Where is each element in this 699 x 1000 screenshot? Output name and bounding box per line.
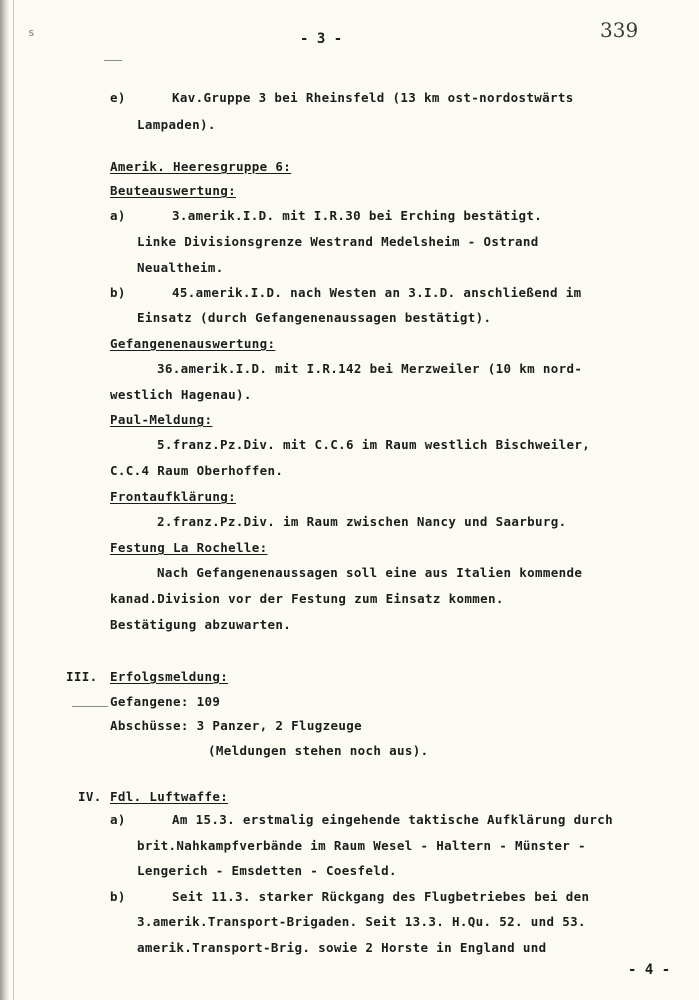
- heading-beuteauswertung: Beuteauswertung:: [110, 183, 237, 198]
- page-number: - 3 -: [300, 31, 343, 47]
- margin-dash: [72, 706, 108, 707]
- item-e-line-1: Kav.Gruppe 3 bei Rheinsfeld (13 km ost-nordostwärts: [172, 90, 574, 105]
- item-iv-b-line-1: Seit 11.3. starker Rückgang des Flugbetriebes bei den: [172, 889, 590, 904]
- item-iv-a-line-3: Lengerich - Emsdetten - Coesfeld.: [137, 863, 397, 878]
- item-b-line-2: Einsatz (durch Gefangenenaussagen bestätigt).: [137, 310, 492, 325]
- item-iv-b-label: b): [110, 889, 126, 904]
- item-a-label: a): [110, 208, 126, 223]
- paul-line-2: C.C.4 Raum Oberhoffen.: [110, 463, 284, 478]
- item-iv-a-label: a): [110, 812, 126, 827]
- item-e-label: e): [110, 90, 126, 105]
- section-iii-line-3: (Meldungen stehen noch aus).: [208, 743, 429, 758]
- item-a-line-1: 3.amerik.I.D. mit I.R.30 bei Erching bestätigt.: [172, 208, 543, 223]
- gef-line-2: westlich Hagenau).: [110, 387, 252, 402]
- heading-frontaufklaerung: Frontaufklärung:: [110, 489, 237, 504]
- item-iv-a-line-1: Am 15.3. erstmalig eingehende taktische Aufklärung durch: [172, 812, 614, 827]
- gef-line-1: 36.amerik.I.D. mit I.R.142 bei Merzweiler (10 km nord-: [157, 361, 583, 376]
- section-iii-line-2: Abschüsse: 3 Panzer, 2 Flugzeuge: [110, 718, 363, 733]
- section-iv-title: Fdl. Luftwaffe:: [110, 789, 229, 804]
- section-iii-number: III.: [66, 669, 98, 684]
- heading-gefangenenauswertung: Gefangenenauswertung:: [110, 336, 276, 351]
- paul-line-1: 5.franz.Pz.Div. mit C.C.6 im Raum westlich Bischweiler,: [157, 437, 591, 452]
- item-e-line-2: Lampaden).: [137, 117, 216, 132]
- section-iii-title: Erfolgsmeldung:: [110, 669, 229, 684]
- item-a-line-3: Neualtheim.: [137, 260, 224, 275]
- section-iv-number: IV.: [78, 789, 102, 804]
- section-iii-line-1: Gefangene: 109: [110, 694, 221, 709]
- item-iv-b-line-2: 3.amerik.Transport-Brigaden. Seit 13.3. H.Qu. 52. und 53.: [137, 914, 586, 929]
- item-b-line-1: 45.amerik.I.D. nach Westen an 3.I.D. anschließend im: [172, 285, 582, 300]
- heading-paul-meldung: Paul-Meldung:: [110, 412, 213, 427]
- item-b-label: b): [110, 285, 126, 300]
- margin-dash: [104, 60, 122, 61]
- item-iv-b-line-3: amerik.Transport-Brig. sowie 2 Horste in England und: [137, 940, 547, 955]
- scan-edge-shadow: [0, 0, 9, 1000]
- festung-line-2: kanad.Division vor der Festung zum Einsatz kommen.: [110, 591, 504, 606]
- festung-line-1: Nach Gefangenenaussagen soll eine aus Italien kommende: [157, 565, 583, 580]
- next-page-marker: - 4 -: [628, 962, 671, 978]
- item-iv-a-line-2: brit.Nahkampfverbände im Raum Wesel - Haltern - Münster -: [137, 838, 586, 853]
- festung-line-3: Bestätigung abzuwarten.: [110, 617, 292, 632]
- item-a-line-2: Linke Divisionsgrenze Westrand Medelsheim - Ostrand: [137, 234, 539, 249]
- heading-festung-la-rochelle: Festung La Rochelle:: [110, 540, 268, 555]
- archive-stamp-number: 339: [600, 18, 639, 42]
- scan-edge-line: [13, 0, 14, 1000]
- heading-amerik-heeresgruppe: Amerik. Heeresgruppe 6:: [110, 159, 292, 174]
- corner-mark: s: [28, 26, 35, 39]
- front-line-1: 2.franz.Pz.Div. im Raum zwischen Nancy und Saarburg.: [157, 514, 567, 529]
